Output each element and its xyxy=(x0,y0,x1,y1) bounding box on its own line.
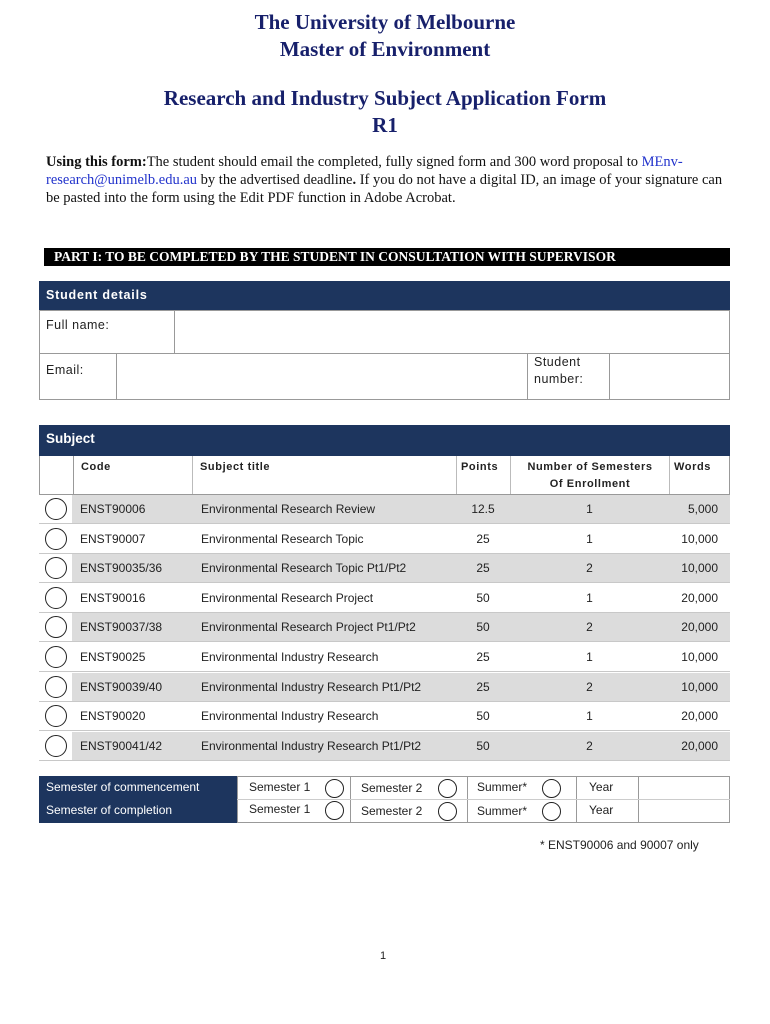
subject-title: Environmental Industry Research Pt1/Pt2 xyxy=(192,673,456,701)
subject-words: 10,000 xyxy=(681,650,718,664)
subject-points: 50 xyxy=(476,709,490,724)
commence-sem2-label: Semester 2 xyxy=(361,781,423,795)
select-radio-cell xyxy=(39,584,72,612)
subject-title: Environmental Industry Research Pt1/Pt2 xyxy=(192,732,456,760)
col-code: Code xyxy=(81,461,111,473)
subject-semesters: 1 xyxy=(586,650,593,664)
summer-footnote: * ENST90006 and 90007 only xyxy=(540,838,699,852)
commence-sem2-radio[interactable] xyxy=(438,779,457,798)
subject-select-radio[interactable] xyxy=(45,557,67,579)
subject-title: Environmental Research Project Pt1/Pt2 xyxy=(192,613,456,641)
form-title: Research and Industry Subject Application Form xyxy=(163,86,607,110)
complete-summer-label: Summer* xyxy=(477,804,528,818)
complete-year-field[interactable] xyxy=(639,800,729,822)
subject-semesters: 1 xyxy=(586,709,593,724)
subject-words: 10,000 xyxy=(669,673,730,701)
subject-code: ENST90006 xyxy=(72,495,192,523)
completion-label: Semester of completion xyxy=(46,803,173,817)
commence-year-label: Year xyxy=(589,780,614,794)
subject-title: Environmental Research Project xyxy=(201,590,374,605)
subject-points: 25 xyxy=(476,531,490,546)
intro-deadline: by the advertised deadline xyxy=(197,172,353,188)
subject-semesters: 2 xyxy=(510,554,669,582)
subject-select-radio[interactable] xyxy=(45,616,67,638)
subject-words: 20,000 xyxy=(669,613,730,641)
complete-sem2-label: Semester 2 xyxy=(361,804,423,818)
subject-column-header xyxy=(39,456,730,495)
select-radio-cell xyxy=(39,525,72,553)
intro-paragraph: Using this form:The student should email the completed, fully signed form and 300 word proposal to MEnv-research@unimelb.edu.au by the advertised deadline. If you do not have a digital ID, an image of your signature can be pasted into the form using the Edit PDF function in Adobe Acrobat. xyxy=(46,154,723,206)
subject-code: ENST90016 xyxy=(80,590,146,605)
subject-words: 20,000 xyxy=(669,732,730,760)
subject-code: ENST90041/42 xyxy=(72,732,192,760)
complete-summer-radio[interactable] xyxy=(542,802,561,821)
email-label: Email: xyxy=(46,363,84,377)
subject-semesters: 1 xyxy=(510,495,669,523)
email-field[interactable] xyxy=(116,353,528,400)
subject-title: Environmental Research Topic xyxy=(201,531,364,546)
page-number: 1 xyxy=(380,950,387,962)
table-row xyxy=(39,525,730,554)
subject-semesters: 2 xyxy=(510,673,669,701)
subject-code: ENST90037/38 xyxy=(72,613,192,641)
table-row xyxy=(39,732,730,761)
subject-title: Environmental Industry Research xyxy=(201,709,379,724)
col-semesters-1: Number of Semesters xyxy=(527,461,653,473)
subject-points: 50 xyxy=(456,613,510,641)
complete-sem2-radio[interactable] xyxy=(438,802,457,821)
col-semesters-2: Of Enrollment xyxy=(549,478,631,490)
select-radio-cell xyxy=(39,643,72,671)
subject-words: 10,000 xyxy=(681,531,718,546)
intro-signature-note-visible: If you do not have a digital ID, an image of your signature can be pasted into the form using the Edit PDF function in Adobe Acrobat. xyxy=(46,172,723,206)
subject-semesters: 1 xyxy=(586,590,593,605)
commence-summer-label: Summer* xyxy=(477,780,528,794)
select-radio-cell xyxy=(39,702,72,730)
subject-code: ENST90020 xyxy=(80,709,146,724)
commence-summer-radio[interactable] xyxy=(542,779,561,798)
subject-select-radio[interactable] xyxy=(45,735,67,757)
subject-semesters: 1 xyxy=(586,531,593,546)
select-radio-cell xyxy=(39,732,72,760)
subject-title: Environmental Industry Research xyxy=(201,650,379,664)
subject-select-radio[interactable] xyxy=(45,498,67,520)
intro-lead: Using this form: xyxy=(46,154,147,170)
complete-sem1-radio[interactable] xyxy=(325,801,344,820)
table-row xyxy=(39,584,730,613)
student-number-label-1: Student xyxy=(534,355,581,369)
subject-points: 12.5 xyxy=(456,495,510,523)
full-name-field[interactable] xyxy=(174,310,730,354)
subject-select-radio[interactable] xyxy=(45,587,67,609)
col-points: Points xyxy=(461,461,499,473)
subject-words: 5,000 xyxy=(669,495,730,523)
subject-words: 20,000 xyxy=(681,709,718,724)
student-details-heading: Student details xyxy=(39,281,730,310)
subject-points: 25 xyxy=(456,554,510,582)
student-number-field[interactable] xyxy=(609,353,730,400)
university-title: The University of Melbourne xyxy=(254,10,516,34)
subject-words: 20,000 xyxy=(681,590,718,605)
commence-year-field[interactable] xyxy=(639,777,729,799)
subject-points: 25 xyxy=(456,673,510,701)
subject-code: ENST90035/36 xyxy=(72,554,192,582)
complete-sem1-label: Semester 1 xyxy=(249,802,311,816)
col-subject-title: Subject title xyxy=(200,461,271,473)
full-name-label: Full name: xyxy=(46,318,110,332)
full-name-label-cell xyxy=(39,310,175,354)
student-number-label-2: number: xyxy=(534,372,584,386)
select-radio-cell xyxy=(39,673,72,701)
table-row xyxy=(39,643,730,672)
subject-points: 25 xyxy=(476,650,490,664)
table-row xyxy=(39,495,730,524)
subject-semesters: 2 xyxy=(510,613,669,641)
subject-title: Environmental Research Review xyxy=(192,495,456,523)
subject-points: 50 xyxy=(456,732,510,760)
table-row xyxy=(39,613,730,642)
program-title: Master of Environment xyxy=(279,37,491,61)
subject-points: 50 xyxy=(476,590,490,605)
select-radio-cell xyxy=(39,495,72,523)
table-row xyxy=(39,554,730,583)
subject-code: ENST90025 xyxy=(80,650,146,664)
subject-words: 10,000 xyxy=(669,554,730,582)
subject-heading: Subject xyxy=(39,425,730,456)
subject-select-radio[interactable] xyxy=(45,646,67,668)
select-radio-cell xyxy=(39,554,72,582)
select-radio-cell xyxy=(39,613,72,641)
table-row xyxy=(39,702,730,731)
subject-code: ENST90007 xyxy=(80,531,146,546)
subject-select-radio[interactable] xyxy=(45,528,67,550)
contact-email-link[interactable]: MEnv-research@unimelb.edu.au xyxy=(46,154,683,188)
table-row xyxy=(39,673,730,702)
part-one-banner: PART I: TO BE COMPLETED BY THE STUDENT IN CONSULTATION WITH SUPERVISOR xyxy=(44,248,730,266)
commencement-label: Semester of commencement xyxy=(46,780,200,794)
intro-text: The student should email the completed, fully signed form and 300 word proposal to xyxy=(146,154,638,170)
complete-year-label: Year xyxy=(589,803,614,817)
col-words: Words xyxy=(674,461,712,473)
subject-select-radio[interactable] xyxy=(45,676,67,698)
subject-title: Environmental Research Topic Pt1/Pt2 xyxy=(192,554,456,582)
subject-select-radio[interactable] xyxy=(45,705,67,727)
subject-semesters: 2 xyxy=(510,732,669,760)
commence-sem1-radio[interactable] xyxy=(325,779,344,798)
commence-sem1-label: Semester 1 xyxy=(249,780,311,794)
subject-code: ENST90039/40 xyxy=(72,673,192,701)
form-code: R1 xyxy=(372,113,398,137)
